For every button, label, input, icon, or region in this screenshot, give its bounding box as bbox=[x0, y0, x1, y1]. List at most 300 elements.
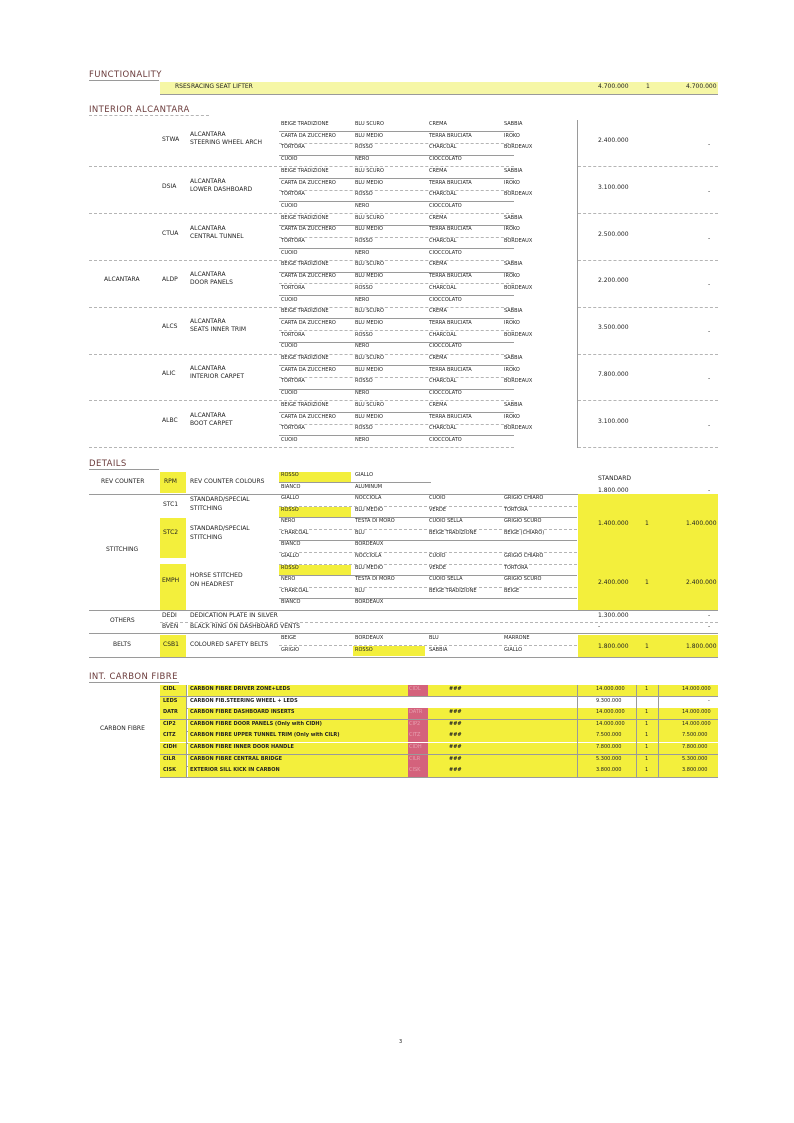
option-total: 1.800.000 bbox=[686, 643, 717, 650]
row-divider bbox=[279, 377, 514, 378]
color-option: CARTA DA ZUCCHERO bbox=[281, 179, 336, 186]
row-divider bbox=[279, 482, 431, 483]
color-option: BEIGE TRADIZIONE bbox=[429, 587, 477, 594]
color-option: NERO bbox=[355, 390, 370, 397]
color-option: CHARCOAL bbox=[281, 529, 309, 536]
color-option: TERRA BRUCIATA bbox=[429, 366, 472, 373]
color-option: CUOIO bbox=[281, 436, 298, 443]
row-divider bbox=[89, 469, 159, 470]
section-title-details: DETAILS bbox=[89, 459, 127, 469]
row-divider bbox=[279, 424, 514, 425]
color-option: ROSSO bbox=[355, 378, 373, 385]
row-divider bbox=[279, 295, 514, 296]
color-option: TORTORA bbox=[281, 191, 305, 198]
color-option: CARTA DA ZUCCHERO bbox=[281, 319, 336, 326]
row-divider bbox=[578, 307, 718, 308]
option-total: 14.000.000 bbox=[682, 686, 711, 692]
row-divider bbox=[279, 330, 514, 331]
option-code: STC1 bbox=[163, 501, 179, 508]
color-option: TERRA BRUCIATA bbox=[429, 132, 472, 139]
color-option: ROSSO bbox=[281, 472, 299, 478]
color-option: GIALLO bbox=[355, 472, 374, 478]
price-label: STANDARD bbox=[598, 475, 632, 482]
color-option: BEIGE TRADIZIONE bbox=[281, 261, 329, 268]
color-option: BORDEAUX bbox=[355, 541, 384, 548]
color-option: NERO bbox=[355, 296, 370, 303]
row-divider bbox=[89, 354, 277, 355]
row-divider bbox=[279, 540, 577, 541]
color-option: BEIGE (CHIARO) bbox=[504, 529, 545, 536]
color-option: ROSSO bbox=[355, 144, 373, 151]
color-option: SABBIA bbox=[504, 261, 523, 268]
row-divider bbox=[279, 447, 514, 448]
option-total: 14.000.000 bbox=[682, 720, 711, 727]
color-option: NERO bbox=[355, 249, 370, 256]
option-total-dash: - bbox=[708, 612, 711, 619]
row-divider bbox=[89, 682, 179, 683]
row-divider bbox=[578, 213, 718, 214]
pink-code: DATR bbox=[409, 709, 423, 716]
color-option: IROKO bbox=[504, 366, 520, 373]
color-option: BORDEAUX bbox=[504, 144, 533, 151]
color-option: BEIGE TRADIZIONE bbox=[281, 401, 329, 408]
color-option: TERRA BRUCIATA bbox=[429, 413, 472, 420]
option-total-dash: - bbox=[708, 328, 711, 336]
option-qty: 1 bbox=[645, 732, 649, 739]
option-code: CITZ bbox=[163, 732, 176, 739]
option-description: EXTERIOR SILL KICK IN CARBON bbox=[190, 767, 280, 774]
color-option: CREMA bbox=[429, 308, 447, 315]
row-divider bbox=[89, 115, 209, 116]
color-option: BLU SCURO bbox=[355, 261, 384, 268]
color-option: SABBIA bbox=[504, 308, 523, 315]
option-total-dash: - bbox=[708, 421, 711, 429]
color-option: CUOIO bbox=[281, 296, 298, 303]
pink-code: CITZ bbox=[409, 732, 421, 739]
row-divider bbox=[578, 166, 718, 167]
option-name: ALCANTARA bbox=[190, 271, 226, 279]
option-name-detail: STEERING WHEEL ARCH bbox=[190, 139, 262, 146]
option-group: OTHERS bbox=[110, 617, 135, 624]
option-code: CIDH bbox=[163, 744, 177, 750]
color-option: IROKO bbox=[504, 319, 520, 326]
option-code: CIP2 bbox=[163, 720, 176, 727]
pink-code: CIDH bbox=[409, 744, 422, 750]
color-option: CREMA bbox=[429, 214, 447, 221]
color-option: ROSSO bbox=[281, 564, 299, 571]
section-title-interior-alcantara: INTERIOR ALCANTARA bbox=[89, 105, 190, 115]
option-name-detail: BOOT CARPET bbox=[190, 419, 233, 427]
color-option: BLU MEDIO bbox=[355, 506, 383, 513]
hash-value: ### bbox=[449, 767, 462, 774]
column-divider bbox=[658, 685, 659, 778]
color-option: IROKO bbox=[504, 132, 520, 139]
highlight-row bbox=[428, 743, 718, 754]
option-total: 1.400.000 bbox=[686, 520, 717, 527]
color-option: GIALLO bbox=[281, 495, 300, 501]
row-divider bbox=[89, 166, 277, 167]
row-divider bbox=[279, 435, 514, 436]
option-name: ALCANTARA bbox=[190, 365, 226, 372]
color-option: TORTORA bbox=[281, 284, 305, 291]
pink-code: CISK bbox=[409, 767, 421, 774]
color-option: CARTA DA ZUCCHERO bbox=[281, 226, 336, 233]
option-price: 2.200.000 bbox=[598, 277, 629, 285]
color-option: BORDEAUX bbox=[355, 635, 384, 641]
option-price: 3.800.000 bbox=[596, 767, 622, 774]
option-group: STITCHING bbox=[106, 546, 139, 553]
color-option: BLU bbox=[355, 529, 365, 536]
color-option: GRIGIO CHIARO bbox=[504, 495, 544, 501]
color-option: IROKO bbox=[504, 179, 520, 186]
row-divider bbox=[279, 389, 514, 390]
option-code: DEDI bbox=[162, 612, 177, 619]
option-qty: 1 bbox=[645, 709, 649, 716]
color-option: BLU MEDIO bbox=[355, 179, 383, 186]
color-option: VERDE bbox=[429, 564, 447, 571]
option-description: COLOURED SAFETY BELTS bbox=[190, 641, 269, 648]
row-divider bbox=[578, 400, 718, 401]
color-option: BEIGE bbox=[504, 587, 520, 594]
option-description: BLACK RING ON DASHBOARD VENTS bbox=[190, 623, 300, 630]
row-divider bbox=[89, 260, 277, 261]
option-code: ALIC bbox=[162, 370, 176, 377]
color-option: TESTA DI MORO bbox=[355, 576, 395, 583]
color-option: CIOCCOLATO bbox=[429, 343, 462, 350]
color-option: NOCCIOLA bbox=[355, 495, 382, 501]
color-option: CREMA bbox=[429, 355, 447, 361]
option-price: - bbox=[598, 623, 601, 630]
option-description: REV COUNTER COLOURS bbox=[190, 478, 265, 485]
color-option: BLU MEDIO bbox=[355, 132, 383, 139]
color-option: CUOIO bbox=[429, 553, 446, 559]
color-option: CARTA DA ZUCCHERO bbox=[281, 413, 336, 420]
color-option: TORTORA bbox=[281, 144, 305, 151]
option-code: DATR bbox=[163, 709, 178, 716]
color-option: MARRONE bbox=[504, 635, 530, 641]
color-option: CUOIO bbox=[281, 343, 298, 350]
color-option: CIOCCOLATO bbox=[429, 249, 462, 256]
color-option: TERRA BRUCIATA bbox=[429, 179, 472, 186]
color-option: CARTA DA ZUCCHERO bbox=[281, 132, 336, 139]
option-group: ALCANTARA bbox=[104, 276, 140, 283]
color-option: ROSSO bbox=[355, 284, 373, 291]
option-group: BELTS bbox=[113, 641, 131, 648]
color-option: SABBIA bbox=[504, 214, 523, 221]
color-option: CHARCOAL bbox=[429, 238, 457, 244]
color-option: BLU SCURO bbox=[355, 167, 384, 174]
color-option: SABBIA bbox=[504, 121, 523, 127]
row-divider bbox=[89, 80, 159, 81]
hash-value: ### bbox=[449, 744, 462, 750]
option-total: 7.800.000 bbox=[682, 744, 708, 750]
color-option: VERDE bbox=[429, 506, 447, 513]
color-option: BLU MEDIO bbox=[355, 319, 383, 326]
color-option: BIANCO bbox=[281, 484, 301, 490]
highlight-row bbox=[428, 708, 718, 719]
color-option: BLU MEDIO bbox=[355, 413, 383, 420]
hash-value: ### bbox=[449, 686, 462, 692]
option-code: STC2 bbox=[163, 529, 179, 536]
option-description: CARBON FIBRE CENTRAL BRIDGE bbox=[190, 755, 282, 762]
option-price: 1.400.000 bbox=[598, 520, 629, 527]
color-option: BORDEAUX bbox=[504, 284, 533, 291]
option-name-detail: ON HEADREST bbox=[190, 581, 234, 588]
option-price: 1.800.000 bbox=[598, 487, 629, 494]
row-divider bbox=[279, 143, 514, 144]
option-price: 1.800.000 bbox=[598, 643, 629, 650]
option-name: STANDARD/SPECIAL bbox=[190, 496, 250, 503]
option-code: EMPH bbox=[162, 577, 180, 584]
row-divider bbox=[89, 633, 718, 634]
option-code: ALBC bbox=[162, 416, 178, 424]
option-qty: 1 bbox=[645, 720, 649, 727]
pink-code: CIP2 bbox=[409, 720, 421, 727]
row-divider bbox=[279, 190, 514, 191]
color-option: ALUMINUM bbox=[355, 484, 383, 490]
option-price: 14.000.000 bbox=[596, 720, 625, 727]
option-qty: 1 bbox=[645, 744, 649, 750]
option-total: 7.500.000 bbox=[682, 732, 708, 739]
color-option: CIOCCOLATO bbox=[429, 436, 462, 443]
option-name-detail: SEATS INNER TRIM bbox=[190, 326, 247, 334]
hash-value: ### bbox=[449, 732, 462, 739]
color-option: BORDEAUX bbox=[504, 238, 533, 244]
option-name: ALCANTARA bbox=[190, 411, 226, 419]
color-option: CREMA bbox=[429, 167, 447, 174]
color-option: CIOCCOLATO bbox=[429, 202, 462, 209]
option-price: 14.000.000 bbox=[596, 686, 625, 692]
option-code: DSIA bbox=[162, 182, 177, 190]
option-total: 3.800.000 bbox=[682, 767, 708, 774]
color-option: BLU SCURO bbox=[355, 214, 384, 221]
color-option: CIOCCOLATO bbox=[429, 390, 462, 397]
column-divider bbox=[186, 685, 187, 778]
color-option: NERO bbox=[281, 576, 296, 583]
color-option: NERO bbox=[281, 518, 296, 525]
color-option: BORDEAUX bbox=[504, 378, 533, 385]
option-name: ALCANTARA bbox=[190, 318, 226, 326]
color-option: GIALLO bbox=[504, 647, 523, 653]
color-option: CUOIO SELLA bbox=[429, 518, 463, 525]
color-option: CHARCOAL bbox=[429, 191, 457, 198]
row-divider bbox=[279, 213, 514, 214]
hash-value: ### bbox=[449, 755, 462, 762]
row-divider bbox=[279, 201, 514, 202]
row-divider bbox=[89, 610, 718, 611]
option-price: 2.400.000 bbox=[598, 137, 629, 144]
option-price: 3.100.000 bbox=[598, 417, 629, 425]
option-total-dash: - bbox=[708, 281, 711, 289]
option-price: 7.500.000 bbox=[596, 732, 622, 739]
color-option: SABBIA bbox=[429, 647, 448, 653]
option-price: 2.400.000 bbox=[598, 579, 629, 586]
option-description: CARBON FIBRE DOOR PANELS (Only with CIDH) bbox=[190, 720, 322, 727]
option-code: CSB1 bbox=[163, 641, 179, 648]
color-option: CUOIO bbox=[281, 390, 298, 397]
option-name: HORSE STITCHED bbox=[190, 572, 243, 579]
option-price: 3.100.000 bbox=[598, 183, 629, 191]
color-option: SABBIA bbox=[504, 401, 523, 408]
color-option: GRIGIO SCURO bbox=[504, 576, 542, 583]
color-option: ROSSO bbox=[355, 238, 373, 244]
option-description: CARBON FIB.STEERING WHEEL + LEDS bbox=[190, 697, 298, 704]
option-total: - bbox=[708, 697, 710, 704]
color-option: TORTORA bbox=[504, 506, 528, 513]
color-option: ROSSO bbox=[355, 647, 373, 653]
option-qty: 1 bbox=[645, 755, 649, 762]
option-description: DEDICATION PLATE IN SILVER bbox=[190, 612, 278, 619]
color-option: TORTORA bbox=[504, 564, 528, 571]
color-option: BLU SCURO bbox=[355, 401, 384, 408]
highlight-cell bbox=[160, 564, 186, 610]
option-name: ALCANTARA bbox=[190, 177, 226, 185]
option-price: 1.300.000 bbox=[598, 612, 629, 619]
color-option: NERO bbox=[355, 436, 370, 443]
option-qty: 1 bbox=[645, 579, 649, 586]
color-option: BLU MEDIO bbox=[355, 226, 383, 233]
option-code: RPM bbox=[164, 478, 177, 485]
color-option: BLU MEDIO bbox=[355, 366, 383, 373]
option-price: 4.700.000 bbox=[598, 83, 629, 90]
option-qty: 1 bbox=[645, 520, 649, 527]
option-code: ALDP bbox=[162, 276, 178, 284]
option-total: 4.700.000 bbox=[686, 83, 717, 90]
option-name: STANDARD/SPECIAL bbox=[190, 525, 250, 532]
option-total-dash: - bbox=[708, 187, 711, 195]
color-option: BORDEAUX bbox=[504, 191, 533, 198]
row-divider bbox=[160, 777, 718, 778]
option-price: 7.800.000 bbox=[598, 371, 629, 378]
color-option: BEIGE TRADIZIONE bbox=[281, 355, 329, 361]
color-option: CREMA bbox=[429, 121, 447, 127]
option-code: CILR bbox=[163, 755, 176, 762]
highlight-row bbox=[428, 720, 718, 731]
option-code: ALCS bbox=[162, 323, 178, 331]
color-option: TORTORA bbox=[281, 238, 305, 244]
color-option: NOCCIOLA bbox=[355, 553, 382, 559]
row-divider bbox=[89, 657, 718, 658]
section-title-carbon-fibre: INT. CARBON FIBRE bbox=[89, 672, 178, 682]
option-price: 14.000.000 bbox=[596, 709, 625, 716]
row-divider bbox=[89, 307, 277, 308]
color-option: GRIGIO CHIARO bbox=[504, 553, 544, 559]
color-option: IROKO bbox=[504, 413, 520, 420]
row-divider bbox=[578, 354, 718, 355]
option-name-detail: INTERIOR CARPET bbox=[190, 373, 244, 380]
pink-code: CILR bbox=[409, 755, 421, 762]
color-option: SABBIA bbox=[504, 355, 523, 361]
option-group: CARBON FIBRE bbox=[100, 725, 145, 732]
option-price: 5.300.000 bbox=[596, 755, 622, 762]
option-code: RSES bbox=[175, 83, 191, 90]
color-option: BORDEAUX bbox=[355, 599, 384, 606]
color-option: BLU SCURO bbox=[355, 355, 384, 361]
color-option: CHARCOAL bbox=[429, 425, 457, 432]
row-divider bbox=[279, 564, 577, 565]
color-option: TORTORA bbox=[281, 331, 305, 338]
column-divider bbox=[577, 120, 578, 448]
color-option: CHARCOAL bbox=[281, 587, 309, 594]
section-title-functionality: FUNCTIONALITY bbox=[89, 70, 162, 80]
color-option: TERRA BRUCIATA bbox=[429, 226, 472, 233]
option-code: CISK bbox=[163, 767, 177, 774]
highlight-row bbox=[428, 766, 718, 777]
option-total-dash: - bbox=[708, 623, 711, 630]
color-option: CREMA bbox=[429, 261, 447, 268]
color-option: CHARCOAL bbox=[429, 144, 457, 151]
option-code: BVEN bbox=[162, 623, 179, 630]
option-name-detail: DOOR PANELS bbox=[190, 279, 233, 287]
option-name-detail: STITCHING bbox=[190, 505, 223, 512]
color-option: TORTORA bbox=[281, 378, 305, 385]
color-option: BLU bbox=[429, 635, 439, 641]
option-name-detail: LOWER DASHBOARD bbox=[190, 185, 253, 193]
option-name: ALCANTARA bbox=[190, 224, 226, 232]
color-option: GIALLO bbox=[281, 553, 300, 559]
color-option: ROSSO bbox=[355, 425, 373, 432]
row-divider bbox=[279, 342, 514, 343]
color-option: ROSSO bbox=[355, 191, 373, 198]
color-option: BEIGE TRADIZIONE bbox=[429, 529, 477, 536]
option-group: REV COUNTER bbox=[101, 478, 145, 485]
row-divider bbox=[279, 645, 577, 646]
option-qty: 1 bbox=[645, 643, 649, 650]
row-divider bbox=[279, 178, 514, 179]
highlight-row bbox=[428, 731, 718, 742]
row-divider bbox=[279, 155, 514, 156]
page-number: 3 bbox=[399, 1039, 403, 1045]
row-divider bbox=[279, 412, 514, 413]
hash-value: ### bbox=[449, 720, 462, 727]
color-option: BEIGE TRADIZIONE bbox=[281, 214, 329, 221]
color-option: CARTA DA ZUCCHERO bbox=[281, 366, 336, 373]
option-price: 7.800.000 bbox=[596, 744, 622, 750]
option-code: CTUA bbox=[162, 229, 179, 237]
option-total-dash: - bbox=[708, 234, 711, 242]
highlight-cell bbox=[578, 494, 718, 610]
color-option: GRIGIO bbox=[281, 647, 300, 653]
color-option: CUOIO bbox=[281, 202, 298, 209]
option-total-dash: - bbox=[708, 375, 711, 382]
option-qty: 1 bbox=[645, 767, 649, 774]
option-total-dash: - bbox=[708, 487, 711, 494]
option-total: 2.400.000 bbox=[686, 579, 717, 586]
color-option: BLU MEDIO bbox=[355, 564, 383, 571]
option-price: 2.500.000 bbox=[598, 230, 629, 238]
color-option: ROSSO bbox=[281, 506, 299, 513]
color-option: CIOCCOLATO bbox=[429, 296, 462, 303]
color-option: BLU SCURO bbox=[355, 308, 384, 315]
row-divider bbox=[89, 447, 277, 448]
color-option: BEIGE TRADIZIONE bbox=[281, 308, 329, 315]
option-code: CIDL bbox=[163, 686, 176, 692]
row-divider bbox=[89, 400, 277, 401]
option-name-detail: STITCHING bbox=[190, 534, 223, 541]
color-option: CHARCOAL bbox=[429, 331, 457, 338]
color-option: NERO bbox=[355, 343, 370, 350]
color-option: BLU SCURO bbox=[355, 121, 384, 127]
highlight-row bbox=[428, 685, 718, 696]
color-option: TERRA BRUCIATA bbox=[429, 319, 472, 326]
row-divider bbox=[160, 696, 718, 697]
pink-code: CIDL bbox=[409, 686, 421, 692]
color-option: CUOIO bbox=[281, 156, 298, 163]
option-code: STWA bbox=[162, 136, 180, 143]
color-option: CHARCOAL bbox=[429, 284, 457, 291]
color-option: TORTORA bbox=[281, 425, 305, 432]
color-option: BEIGE TRADIZIONE bbox=[281, 167, 329, 174]
